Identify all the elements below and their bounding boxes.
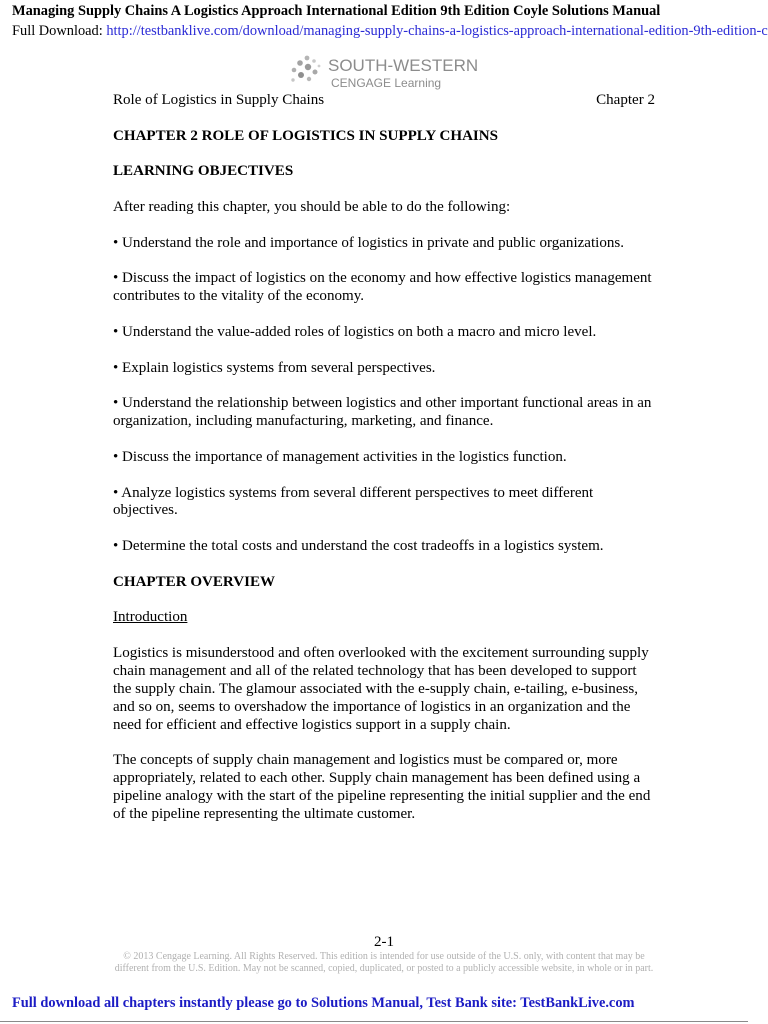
running-header-chapter: Chapter 2 [596, 92, 655, 108]
chapter-overview-section [113, 574, 655, 824]
promo-download-link[interactable]: Full download all chapters instantly please go to Solutions Manual, Test Bank site: TestBankLive.com [12, 995, 635, 1011]
objective-item [113, 538, 655, 556]
objective-line: contributes to the vitality of the economy. [113, 288, 364, 305]
paragraph-line: appropriately, related to each other. Supply chain management has been defined using a [113, 770, 641, 787]
objective-item [113, 485, 655, 521]
bottom-divider [0, 1021, 748, 1022]
objective-item [113, 395, 655, 431]
objective-item [113, 270, 655, 306]
objective-line: • Discuss the importance of management activities in the logistics function. [113, 448, 567, 465]
logo-wordmark: SOUTH-WESTERN [328, 56, 479, 75]
page-number: 2-1 [373, 934, 395, 950]
objectives-intro: After reading this chapter, you should be able to do the following: [113, 199, 511, 216]
objective-item [113, 235, 655, 253]
objective-line: • Understand the role and importance of logistics in private and public organizations. [113, 234, 625, 251]
paragraph-line: Logistics is misunderstood and often overlooked with the excitement surrounding supply [113, 645, 649, 662]
learning-objectives-section [113, 163, 655, 556]
copyright-line: different from the U.S. Edition. May not be scanned, copied, duplicated, or posted to a publicly accessible website, in whole or in part. [114, 962, 654, 974]
objective-item [113, 449, 655, 467]
introduction-subheading: Introduction [113, 609, 188, 626]
paragraph-line: The concepts of supply chain management and logistics must be compared or, more [113, 752, 618, 769]
logo-subline [331, 76, 441, 90]
running-header [113, 92, 655, 110]
download-label: Full Download: [12, 23, 103, 39]
introduction-subheading-row [113, 609, 655, 627]
objective-item [113, 360, 655, 378]
logo-brand-suffix: Learning [394, 76, 442, 90]
copyright-line: © 2013 Cengage Learning. All Rights Reserved. This edition is intended for use outside of the U.S. only, with content that may be [123, 951, 645, 962]
objective-line: • Understand the value-added roles of logistics on both a macro and micro level. [113, 323, 597, 340]
objective-line: • Understand the relationship between logistics and other important functional areas in an [113, 395, 652, 412]
chapter-overview-heading: CHAPTER OVERVIEW [113, 573, 276, 590]
logo-brand: CENGAGE [331, 76, 392, 90]
overview-paragraph [113, 645, 655, 734]
objective-line: objectives. [113, 502, 178, 519]
publisher-logo [288, 54, 483, 90]
banner-title: Managing Supply Chains A Logistics Approach International Edition 9th Edition Coyle Solutions Manual [12, 3, 661, 19]
objective-line: • Analyze logistics systems from several different perspectives to meet different [113, 484, 594, 501]
document-body [113, 92, 655, 841]
objective-line: • Discuss the impact of logistics on the economy and how effective logistics management [113, 270, 652, 287]
running-header-title: Role of Logistics in Supply Chains [113, 92, 325, 108]
overview-paragraph [113, 752, 655, 823]
full-download-line [12, 23, 768, 40]
objective-line: • Explain logistics systems from several perspectives. [113, 359, 436, 376]
learning-objectives-heading: LEARNING OBJECTIVES [113, 163, 294, 180]
objective-line: • Determine the total costs and understand the cost tradeoffs in a logistics system. [113, 538, 604, 555]
paragraph-line: chain management and all of the related technology that has been developed to support [113, 663, 637, 679]
copyright-notice [84, 951, 684, 974]
paragraph-line: and so on, seems to overshadow the importance of logistics in an organization and the [113, 698, 631, 715]
paragraph-line: need for efficient and effective logistics support in a supply chain. [113, 716, 511, 733]
paragraph-line: pipeline analogy with the start of the pipeline representing the initial supplier and the end [113, 787, 651, 804]
objective-item [113, 324, 655, 342]
chapter-title: CHAPTER 2 ROLE OF LOGISTICS IN SUPPLY CHAINS [113, 127, 499, 144]
download-link[interactable]: http://testbanklive.com/download/managing-supply-chains-a-logistics-approach-international-edition-9th-edition-c [106, 23, 768, 39]
paragraph-line: of the pipeline representing the ultimate customer. [113, 805, 416, 822]
paragraph-line: the supply chain. The glamour associated with the e-supply chain, e-tailing, e-business, [113, 680, 638, 697]
objective-line: organization, including manufacturing, marketing, and finance. [113, 413, 494, 430]
cengage-dots-logo-icon [288, 54, 324, 84]
